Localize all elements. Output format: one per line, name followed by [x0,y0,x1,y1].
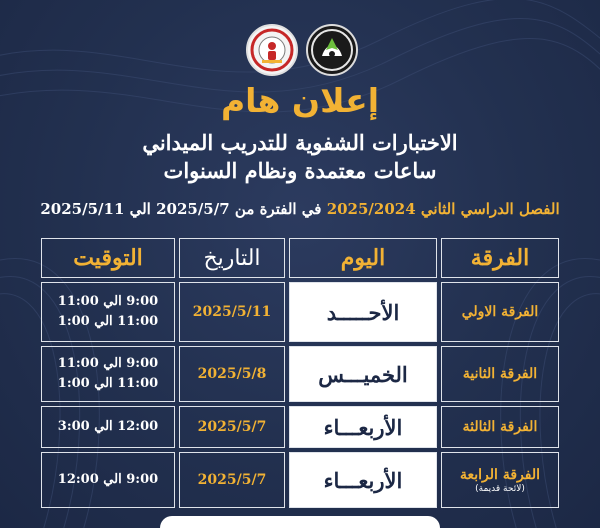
date-cell-4 [179,452,285,508]
time-cell-2 [41,346,175,402]
header-batch: الفرقة [441,238,559,278]
announcement-title: إعلان هام [220,81,380,120]
time-slot: 11:00 الي 1:00 [57,314,159,329]
time-cell-1 [41,282,175,342]
day-cell-1 [289,282,437,342]
batch-cell-4 [441,452,559,508]
date-range-label: في الفترة من 2025/5/7 الي 2025/5/11 [40,200,322,218]
header-day: اليوم [289,238,437,278]
header-date-label: التاريخ [203,245,261,271]
time-slot: 12:00 الي 3:00 [57,419,159,434]
batch-cell-2 [441,346,559,402]
time-slot: 9:00 الي 11:00 [57,294,159,309]
bottom-banner [160,516,440,528]
day-label: الأربعـــاء [323,414,403,440]
logo-row [0,24,600,74]
faculty-emblem-icon [246,24,298,76]
date-label: 2025/5/8 [197,366,267,382]
batch-label: الفرقة الثالثة [462,419,538,435]
date-label: 2025/5/11 [192,304,272,320]
subtitle-credit-system: ساعات معتمدة ونظام السنوات [163,158,437,183]
time-slot: 9:00 الي 11:00 [57,356,159,371]
time-slot: 9:00 الي 12:00 [57,472,159,487]
date-cell-1 [179,282,285,342]
batch-label: الفرقة الاولي [461,304,539,320]
batch-cell-3 [441,406,559,448]
university-seal-icon [306,24,358,76]
day-label: الأحـــــد [326,299,400,325]
date-cell-3 [179,406,285,448]
subtitle-oral-exams: الاختبارات الشفوية للتدريب الميداني [142,130,458,155]
day-label: الأربعـــاء [323,467,403,493]
time-cell-3 [41,406,175,448]
day-cell-4 [289,452,437,508]
date-label: 2025/5/7 [197,472,267,488]
header-date [179,238,285,278]
batch-label: الفرقة الثانية [462,366,538,382]
batch-label: الفرقة الرابعة [460,466,540,483]
time-cell-4 [41,452,175,508]
day-cell-3 [289,406,437,448]
semester-label: الفصل الدراسي الثاني 2025/2024 [321,200,560,218]
exam-period-line [0,198,600,220]
time-slot: 11:00 الي 1:00 [57,376,159,391]
day-label: الخميـــس [318,361,408,387]
day-cell-2 [289,346,437,402]
batch-note: (لائحة قديمة) [475,483,525,494]
date-label: 2025/5/7 [197,419,267,435]
header-time: التوقيت [41,238,175,278]
date-cell-2 [179,346,285,402]
batch-cell-1 [441,282,559,342]
